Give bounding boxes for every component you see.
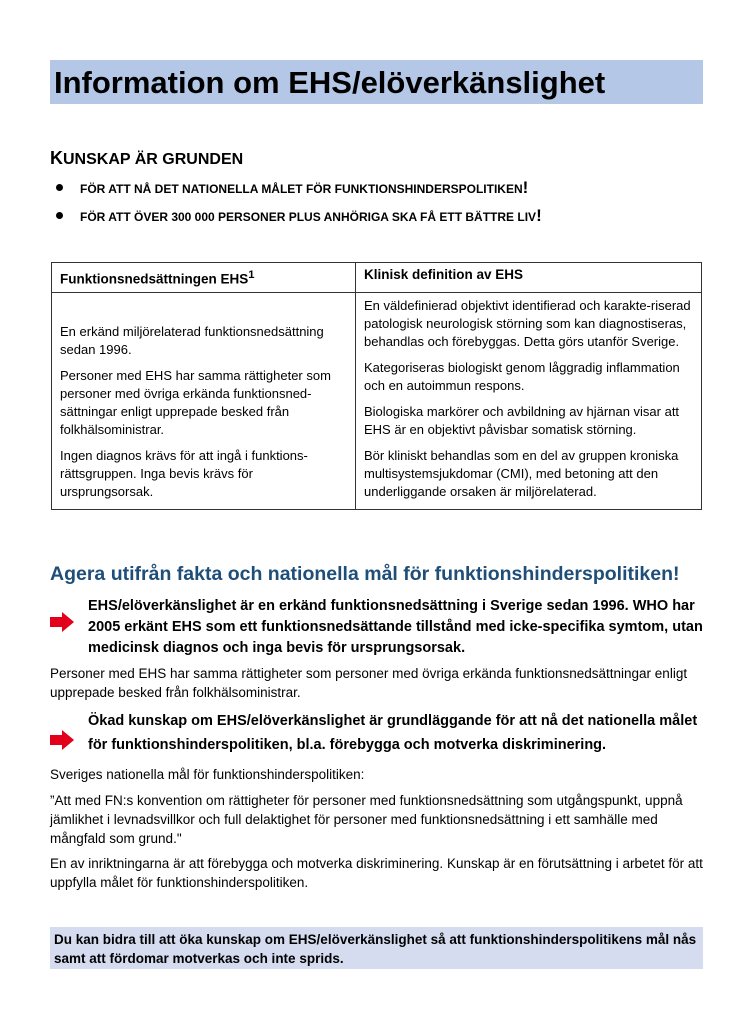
body-paragraph: Sveriges nationella mål för funktionshinderspolitiken: [50,767,365,782]
table-header-ehs [52,263,356,293]
right-arrow-icon [50,730,74,750]
arrow-callout-1 [50,596,710,659]
list-item [56,208,542,225]
agera-heading: Agera utifrån fakta och nationella mål för funktionshinderspolitiken! [50,563,680,585]
cell-paragraph: Kategoriseras biologiskt genom låggradig inflammation och en autoimmun respons. [364,359,680,393]
body-paragraph: En av inriktningarna är att förebygga och motverka diskriminering. Kunskap är en förutsättning i arbetet för att uppfylla målet för funktionshinderspolitiken. [50,856,703,890]
bullet-text: FÖR ATT NÅ DET NATIONELLA MÅLET FÖR FUNKTIONSHINDERSPOLITIKEN [80,182,523,196]
section-heading-initial: K [50,148,63,168]
cell-paragraph: Ingen diagnos krävs för att ingå i funktions-rättsgruppen. Inga bevis krävs för ursprungsorsak. [60,447,308,499]
cell-paragraph: En erkänd miljörelaterad funktionsnedsättning sedan 1996. [60,323,324,357]
bullet-list [56,180,542,236]
cell-paragraph: Personer med EHS har samma rättigheter som personer med övriga erkända funktionsned-sättningar enligt upprepade besked från folkhälsoministrar. [60,367,331,437]
cell-paragraph: Bör kliniskt behandlas som en del av gruppen kroniska multisystemsjukdomar (CMI), med betoning att den underliggande orsaken är miljörelaterad. [364,447,679,499]
table-row [52,292,702,509]
section-heading-rest: UNSKAP ÄR GRUNDEN [63,151,244,168]
arrow-callout-2 [50,709,710,757]
quote-paragraph: ”Att med FN:s konvention om rättigheter för personer med funktionsnedsättning som utgångspunkt, uppnå jämlikhet i levnadsvillkor och full delaktighet för personer med funktionsnedsättning i ett samhälle med mångfald som grund." [50,793,683,846]
footnote-marker: 1 [248,269,255,281]
list-item [56,180,542,197]
table-header-row [52,263,702,293]
header-text: Funktionsnedsättningen EHS [60,271,249,287]
table-cell-ehs [52,292,356,509]
bullet-text: FÖR ATT ÖVER 300 000 PERSONER PLUS ANHÖRIGA SKA FÅ ETT BÄTTRE LIV [80,210,537,224]
footer-text: Du kan bidra till att öka kunskap om EHS/elöverkänslighet så att funktionshinderspolitikens mål nås samt att fördomar motverkas och inte sprids. [54,932,697,966]
cell-paragraph: Biologiska markörer och avbildning av hjärnan visar att EHS är en objektivt påvisbar somatisk störning. [364,403,680,437]
body-paragraph: Personer med EHS har samma rättigheter som personer med övriga erkända funktionsnedsättningar enligt upprepade besked från folkhälsoministrar. [50,666,688,700]
bullet-mark: ! [522,178,529,197]
right-arrow-icon [50,612,74,632]
section-heading [50,148,243,169]
bullet-dot-icon [56,212,63,219]
footer-callout [50,927,703,969]
arrow-callout-text: Ökad kunskap om EHS/elöverkänslighet är grundläggande för att nå det nationella målet för funktionshinderspolitiken, bl.a. förebygga och motverka diskriminering. [88,713,698,753]
arrow-callout-text: EHS/elöverkänslighet är en erkänd funktionsnedsättning i Sverige sedan 1996. WHO har 2005 erkänt EHS som ett funktionsnedsättande tillstånd med icke-specifika symtom, utan medicinsk diagnos och inga bevis för ursprungsorsak. [88,598,703,656]
bullet-dot-icon [56,184,63,191]
bullet-mark: ! [536,206,542,225]
page-title: Information om EHS/elöverkänslighet [54,65,606,100]
info-table [51,262,702,510]
table-header-clinical: Klinisk definition av EHS [356,263,702,293]
title-banner [50,60,703,104]
table-cell-clinical [356,292,702,509]
cell-paragraph: En väldefinierad objektivt identifierad och karakte-riserad patologisk neurologisk störning som kan diagnostiseras, behandlas och förebyggas. Detta görs utanför Sverige. [364,297,691,349]
